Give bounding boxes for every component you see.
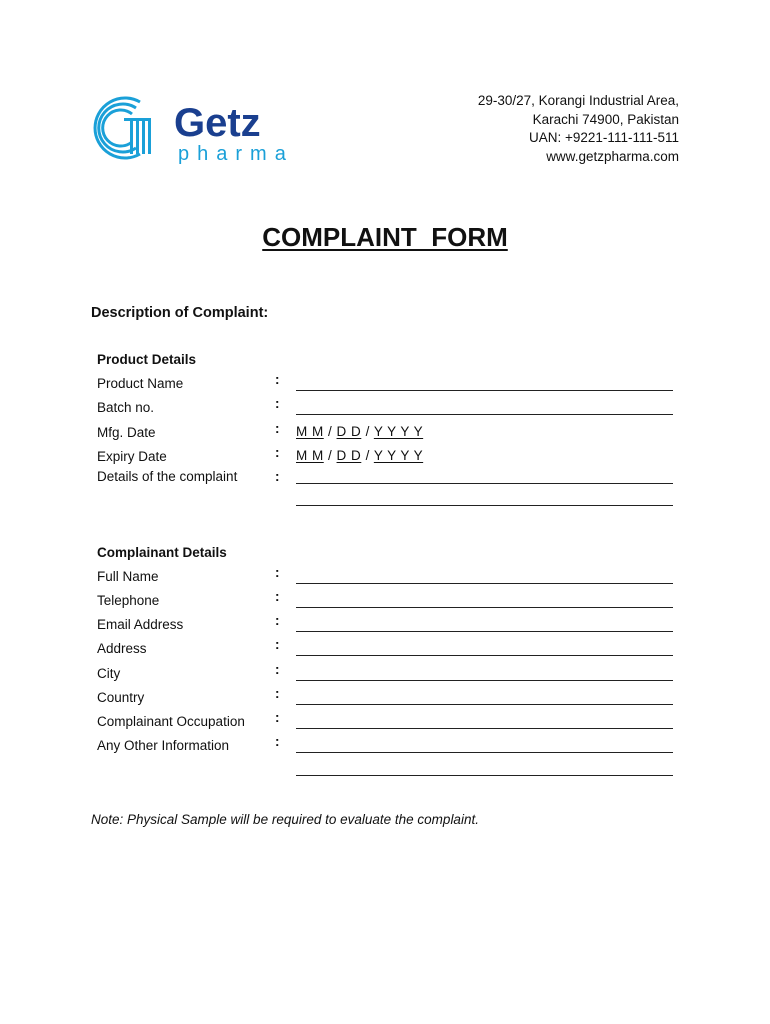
expiry-date-field[interactable] [296,448,423,463]
day-placeholder: D D [336,448,362,463]
logo-text: Getz [174,101,261,145]
city-row [97,662,687,686]
telephone-field[interactable] [296,607,673,608]
occupation-row [97,710,687,734]
address-line: Karachi 74900, Pakistan [532,111,679,127]
colon: : [275,372,280,387]
description-label: Description of Complaint: [91,305,269,321]
country-label: Country [97,690,145,705]
full-name-row [97,565,687,589]
expiry-date-row [97,445,687,469]
year-placeholder: Y Y Y Y [373,448,424,463]
complaint-details-field[interactable] [296,483,673,484]
colon: : [275,686,280,701]
company-address [478,92,679,166]
city-label: City [97,666,121,681]
product-name-label: Product Name [97,376,184,391]
form-title: COMPLAINT FORM [262,222,508,252]
mfg-date-row [97,421,687,445]
date-separator: / [328,424,333,439]
colon: : [275,613,280,628]
batch-no-field[interactable] [296,414,673,415]
colon: : [275,421,280,436]
month-placeholder: M M [296,424,324,439]
address-label: Address [97,641,147,656]
colon: : [275,637,280,652]
day-placeholder: D D [336,424,362,439]
getz-pharma-logo [88,88,328,168]
address-row [97,637,687,661]
mfg-date-field[interactable] [296,424,423,439]
other-info-row [97,734,687,758]
colon: : [275,734,280,749]
colon: : [275,565,280,580]
email-row [97,613,687,637]
colon: : [275,710,280,725]
country-row [97,686,687,710]
sample-note: Note: Physical Sample will be required to evaluate the complaint. [91,812,479,827]
date-separator: / [328,448,333,463]
product-name-field[interactable] [296,390,673,391]
other-info-field-line2[interactable] [296,775,673,776]
month-placeholder: M M [296,448,324,463]
complaint-details-label: Details of the complaint [97,469,238,484]
telephone-row [97,589,687,613]
colon: : [275,589,280,604]
occupation-label: Complainant Occupation [97,714,245,729]
colon: : [275,469,280,484]
mfg-date-label: Mfg. Date [97,425,156,440]
email-field[interactable] [296,631,673,632]
product-name-row [97,372,687,396]
year-placeholder: Y Y Y Y [373,424,424,439]
complaint-details-field-line2[interactable] [296,505,673,506]
full-name-field[interactable] [296,583,673,584]
logo-subtext: pharma [178,143,294,165]
product-details-heading: Product Details [97,352,197,367]
complainant-details-heading: Complainant Details [97,545,227,560]
colon: : [275,445,280,460]
complaint-details-row [97,469,687,489]
other-info-field[interactable] [296,752,673,753]
address-line: 29-30/27, Korangi Industrial Area, [477,93,679,108]
batch-no-label: Batch no. [97,400,155,415]
city-field[interactable] [296,680,673,681]
other-info-label: Any Other Information [97,738,230,753]
logo-mark-icon [88,88,328,168]
website-line: www.getzpharma.com [546,148,679,164]
date-separator: / [365,448,370,463]
email-label: Email Address [97,617,184,632]
date-separator: / [365,424,370,439]
phone-line: UAN: +9221-111-111-511 [529,130,679,145]
country-field[interactable] [296,704,673,705]
telephone-label: Telephone [97,593,160,608]
batch-no-row [97,396,687,420]
colon: : [275,662,280,677]
occupation-field[interactable] [296,728,673,729]
colon: : [275,396,280,411]
address-field[interactable] [296,655,673,656]
full-name-label: Full Name [97,569,159,584]
expiry-date-label: Expiry Date [97,449,167,464]
